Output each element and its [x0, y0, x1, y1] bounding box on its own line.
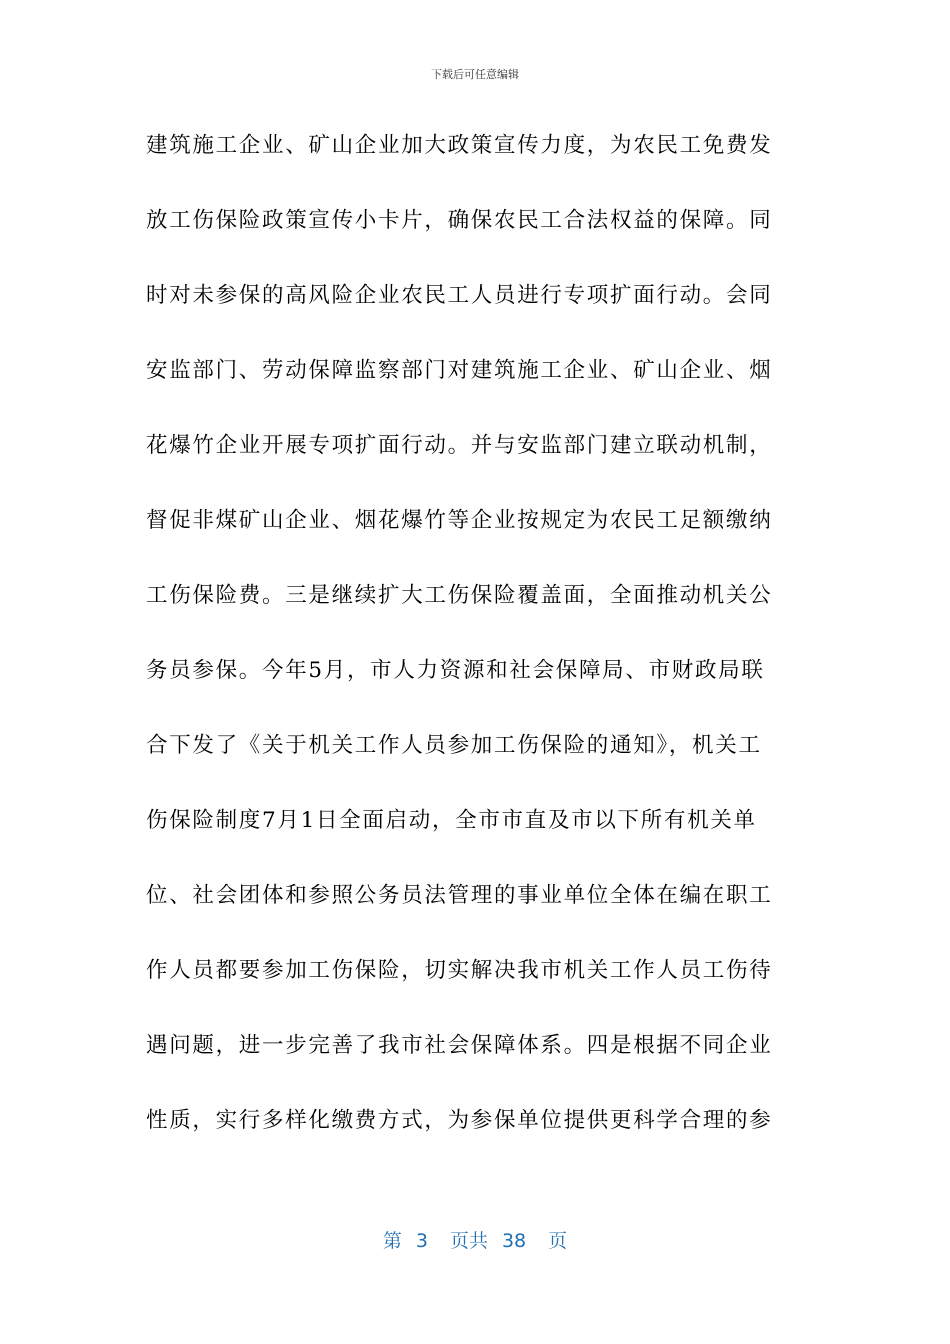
body-paragraph [146, 124, 796, 1174]
text-line: 遇问题，进一步完善了我市社会保障体系。四是根据不同企业 [146, 1033, 773, 1058]
text-line: 时对未参保的高风险企业农民工人员进行专项扩面行动。会同 [146, 283, 773, 308]
text-line: 工伤保险费。三是继续扩大工伤保险覆盖面，全面推动机关公 [146, 583, 773, 608]
text-line: 性质，实行多样化缴费方式，为参保单位提供更科学合理的参 [146, 1108, 773, 1133]
text-line: 合下发了《关于机关工作人员参加工伤保险的通知》，机关工 [146, 733, 762, 758]
page-header-note: 下载后可任意编辑 [431, 68, 519, 81]
footer-prefix: 第 [382, 1230, 402, 1252]
text-line: 伤保险制度7月1日全面启动，全市市直及市以下所有机关单 [146, 808, 757, 833]
text-line: 安监部门、劳动保障监察部门对建筑施工企业、矿山企业、烟 [146, 358, 773, 383]
footer-middle: 页共 [449, 1230, 488, 1252]
text-line: 督促非煤矿山企业、烟花爆竹等企业按规定为农民工足额缴纳 [146, 508, 773, 533]
page-number-footer [0, 1226, 950, 1253]
footer-total-pages: 38 [501, 1230, 527, 1252]
footer-current-page: 3 [415, 1230, 428, 1252]
text-line: 花爆竹企业开展专项扩面行动。并与安监部门建立联动机制， [146, 433, 773, 458]
text-line: 建筑施工企业、矿山企业加大政策宣传力度，为农民工免费发 [146, 133, 773, 158]
text-line: 作人员都要参加工伤保险，切实解决我市机关工作人员工伤待 [146, 958, 773, 983]
text-line: 放工伤保险政策宣传小卡片，确保农民工合法权益的保障。同 [146, 208, 773, 233]
text-line: 位、社会团体和参照公务员法管理的事业单位全体在编在职工 [146, 883, 773, 908]
text-line: 务员参保。今年5月，市人力资源和社会保障局、市财政局联 [146, 658, 765, 683]
footer-suffix: 页 [548, 1230, 568, 1252]
